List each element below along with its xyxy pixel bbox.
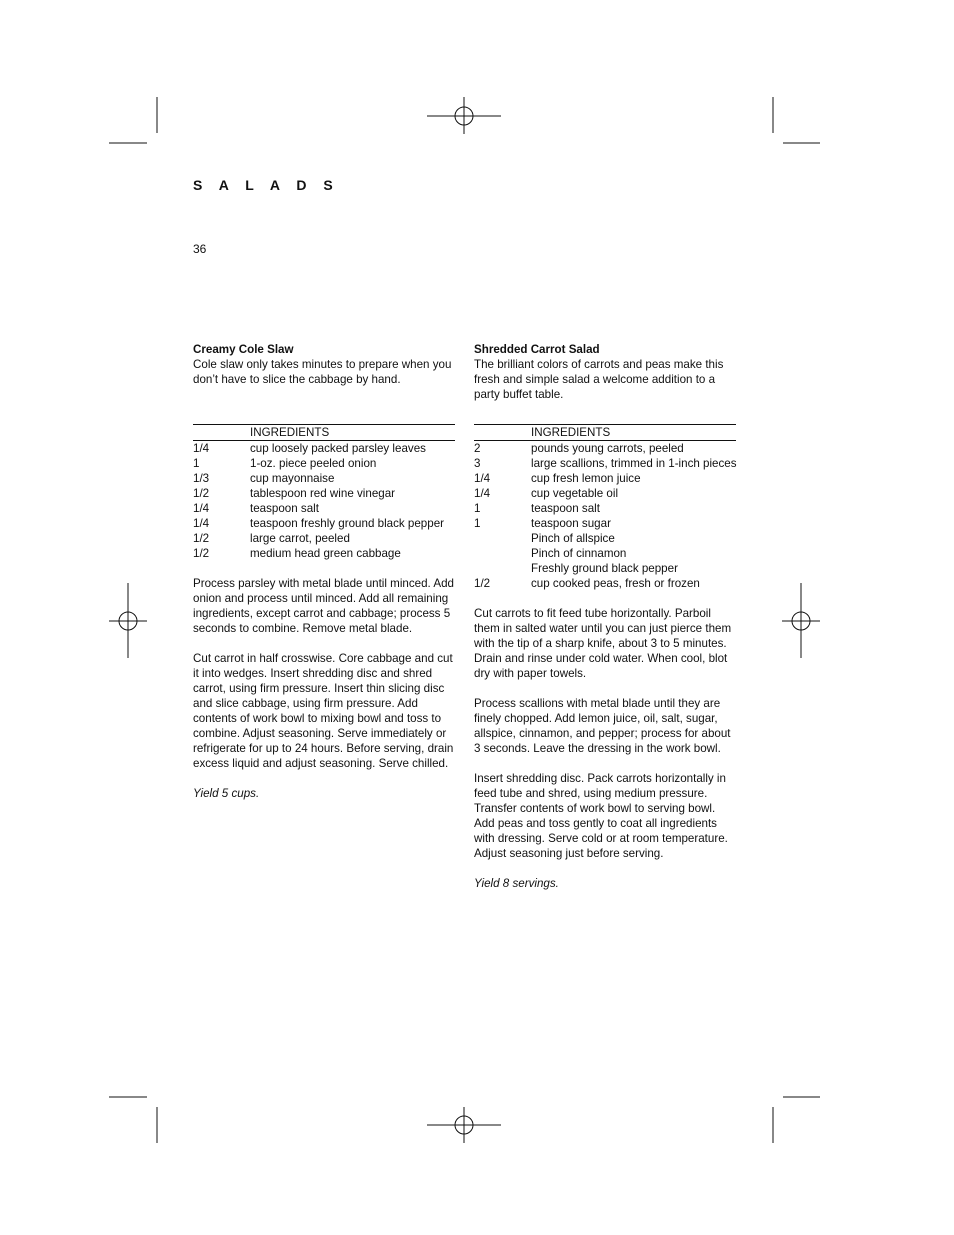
ingredient-qty: 1 (474, 502, 481, 515)
ingredients-table (193, 424, 455, 561)
ingredient-item: cup mayonnaise (250, 472, 335, 485)
ingredient-qty: 1/2 (193, 532, 210, 545)
ingredient-item: Pinch of cinnamon (531, 547, 627, 560)
ingredient-row (474, 561, 736, 576)
ingredient-qty: 1/2 (474, 577, 491, 590)
ingredient-item: Pinch of allspice (531, 532, 615, 545)
ingredients-header: INGREDIENTS (474, 425, 736, 441)
ingredient-row (474, 576, 736, 591)
ingredient-qty: 2 (474, 442, 481, 455)
ingredient-item: medium head green cabbage (250, 547, 401, 560)
ingredient-row (474, 471, 736, 486)
ingredient-qty: 1/2 (193, 487, 210, 500)
ingredient-item: cup fresh lemon juice (531, 472, 641, 485)
ingredient-item: large carrot, peeled (250, 532, 350, 545)
ingredient-qty: 3 (474, 457, 481, 470)
direction-paragraph: Process scallions with metal blade until they are finely chopped. Add lemon juice, oil, salt, sugar, allspice, cinnamon, and pepper; process for about 3 seconds. Leave the dressing in the work bowl. (474, 697, 731, 755)
ingredient-item: teaspoon sugar (531, 517, 611, 530)
ingredient-item: large scallions, trimmed in 1-inch pieces (531, 457, 737, 470)
ingredients-header: INGREDIENTS (193, 425, 455, 441)
ingredient-item: Freshly ground black pepper (531, 562, 678, 575)
ingredient-row (193, 546, 455, 561)
ingredient-item: cup cooked peas, fresh or frozen (531, 577, 700, 590)
ingredient-row (474, 486, 736, 501)
ingredient-qty: 1/4 (193, 502, 210, 515)
ingredient-item: teaspoon salt (531, 502, 600, 515)
ingredient-row (193, 456, 455, 471)
ingredient-row (474, 456, 736, 471)
recipe-intro: The brilliant colors of carrots and peas make this fresh and simple salad a welcome addition to a party buffet table. (474, 358, 724, 401)
ingredients-table (474, 424, 736, 591)
ingredient-row (193, 516, 455, 531)
page-number: 36 (193, 242, 207, 256)
direction-paragraph: Cut carrot in half crosswise. Core cabbage and cut it into wedges. Insert shredding disc and shred carrot, using firm pressure. Insert thin slicing disc and slice cabbage, using firm pressure. Add contents of work bowl to mixing bowl and toss to combine. Adjust seasoning. Serve immediately or refrigerate for up to 24 hours. Before serving, drain excess liquid and adjust seasoning. Serve chilled. (193, 652, 454, 770)
ingredient-qty: 1 (474, 517, 481, 530)
ingredient-row (193, 441, 455, 456)
ingredient-item: tablespoon red wine vinegar (250, 487, 396, 500)
ingredient-item: 1-oz. piece peeled onion (250, 457, 377, 470)
recipe-creamy-cole-slaw (193, 342, 455, 801)
ingredient-item: cup vegetable oil (531, 487, 619, 500)
recipe-title: Shredded Carrot Salad (474, 343, 600, 356)
ingredient-item: teaspoon salt (250, 502, 319, 515)
ingredient-qty: 1/4 (474, 472, 491, 485)
ingredient-qty (474, 546, 531, 561)
recipe-intro: Cole slaw only takes minutes to prepare when you don’t have to slice the cabbage by hand. (193, 358, 452, 386)
ingredient-item: pounds young carrots, peeled (531, 442, 684, 455)
ingredient-row (474, 441, 736, 456)
recipe-yield: Yield 5 cups. (193, 787, 260, 800)
recipe-yield: Yield 8 servings. (474, 877, 559, 890)
ingredient-qty: 1/2 (193, 547, 210, 560)
ingredient-item: cup loosely packed parsley leaves (250, 442, 426, 455)
recipe-title: Creamy Cole Slaw (193, 343, 294, 356)
recipe-shredded-carrot-salad (474, 342, 736, 891)
ingredient-qty: 1/4 (193, 442, 210, 455)
direction-paragraph: Cut carrots to fit feed tube horizontally. Parboil them in salted water until you can just pierce them with the tip of a sharp knife, about 3 to 5 minutes. Drain and rinse under cold water. When cool, blot dry with paper towels. (474, 607, 732, 680)
ingredient-row (474, 546, 736, 561)
ingredient-row (474, 531, 736, 546)
ingredient-qty: 1/3 (193, 472, 210, 485)
ingredient-item: teaspoon freshly ground black pepper (250, 517, 445, 530)
ingredient-row (193, 531, 455, 546)
ingredient-row (474, 516, 736, 531)
registration-mark-bottom (427, 1107, 501, 1143)
direction-paragraph: Process parsley with metal blade until minced. Add onion and process until minced. Add all remaining ingredients, except carrot and cabbage; process 5 seconds to combine. Remove metal blade. (193, 577, 454, 635)
registration-mark-top (427, 97, 501, 134)
ingredient-row (474, 501, 736, 516)
ingredient-qty: 1 (193, 457, 200, 470)
ingredient-row (193, 471, 455, 486)
direction-paragraph: Insert shredding disc. Pack carrots horizontally in feed tube and shred, using medium pressure. Transfer contents of work bowl to serving bowl. Add peas and toss gently to coat all ingredients with dressing. Serve cold or at room temperature. Adjust seasoning just before serving. (474, 772, 728, 860)
ingredient-row (193, 501, 455, 516)
ingredient-row (193, 486, 455, 501)
ingredient-qty: 1/4 (474, 487, 491, 500)
section-title: S A L A D S (193, 177, 340, 193)
ingredient-qty (474, 561, 531, 576)
registration-mark-right (782, 583, 820, 658)
ingredient-qty: 1/4 (193, 517, 210, 530)
registration-mark-left (109, 583, 147, 658)
ingredient-qty (474, 531, 531, 546)
